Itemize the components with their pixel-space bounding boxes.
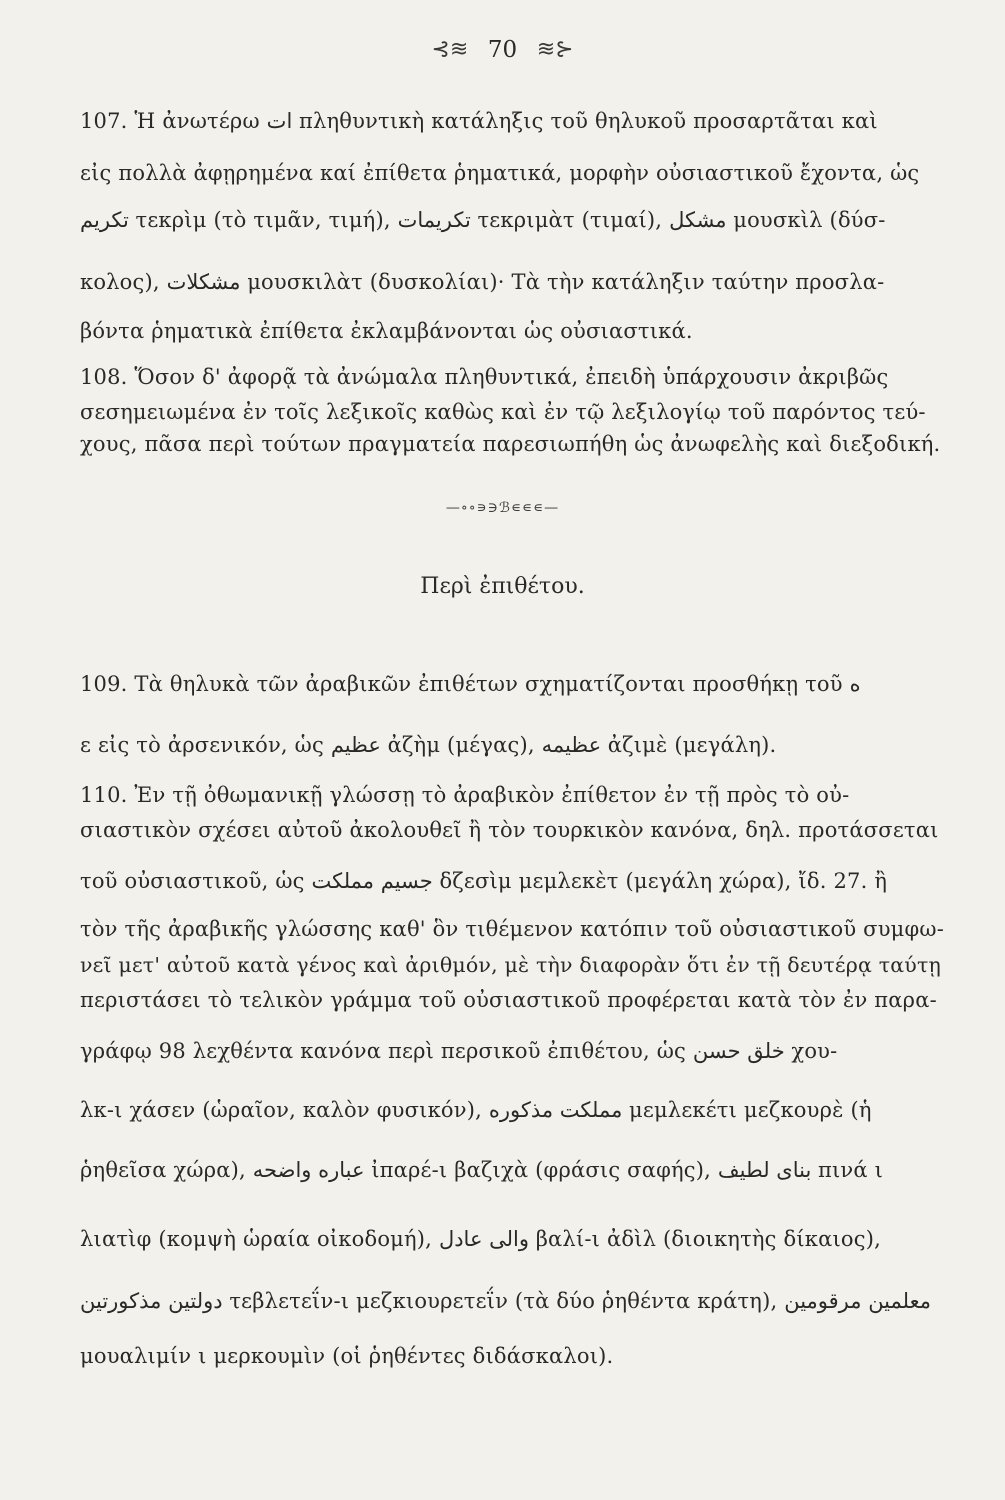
ornament-left-icon: ⊰≋	[431, 36, 469, 62]
text-line: τοῦ οὐσιαστικοῦ, ὡς جسيم مملكت δζεσὶμ μεμλεκὲτ (μεγάλη χώρα), ἴδ. 27. ἢ	[80, 869, 888, 893]
text-line: λκ-ι χάσεν (ὡραῖον, καλὸν φυσικόν), مملكت مذكوره μεμλεκέτι μεζκουρὲ (ἡ	[80, 1098, 872, 1122]
text-line: 107. Ἡ ἀνωτέρω ات πληθυντικὴ κατάληξις τοῦ θηλυκοῦ προσαρτᾶται καὶ	[80, 109, 878, 133]
page-number: 70	[487, 37, 518, 63]
text-line: 109. Τὰ θηλυκὰ τῶν ἀραβικῶν ἐπιθέτων σχηματίζονται προσθήκῃ τοῦ ه	[80, 672, 861, 696]
text-line: دولتين مذكورتين τεβλετεΐν-ι μεζκιουρετεΐν (τὰ δύο ῥηθέντα κράτη), معلمين مرقومين	[80, 1289, 931, 1313]
text-line: νεῖ μετ' αὐτοῦ κατὰ γένος καὶ ἀριθμόν, μὲ τὴν διαφορὰν ὅτι ἐν τῇ δευτέρᾳ ταύτῃ	[80, 953, 941, 977]
text-line: ῥηθεῖσα χώρα), عباره واضحه ἰπαρέ-ι βαζιχὰ (φράσις σαφής), بناى لطيف πινά ι	[80, 1158, 884, 1182]
section-title: Περὶ ἐπιθέτου.	[420, 574, 585, 599]
text-line: 108. Ὅσον δ' ἀφορᾷ τὰ ἀνώμαλα πληθυντικά, ἐπειδὴ ὑπάρχουσιν ἀκριβῶς	[80, 365, 889, 389]
ornament-right-icon: ≋⊱	[536, 36, 574, 62]
text-line: ε εἰς τὸ ἀρσενικόν, ὡς عظيم ἀζὴμ (μέγας), عظيمه ἀζιμὲ (μεγάλη).	[80, 733, 777, 757]
text-line: σιαστικὸν σχέσει αὐτοῦ ἀκολουθεῖ ἢ τὸν τουρκικὸν κανόνα, δηλ. προτάσσεται	[80, 818, 939, 842]
text-line: λιατὶφ (κομψὴ ὡραία οἰκοδομή), والى عادل βαλί-ι ἀδὶλ (διοικητὴς δίκαιος),	[80, 1227, 881, 1251]
text-line: εἰς πολλὰ ἀφῃρημένα καί ἐπίθετα ῥηματικά, μορφὴν οὐσιαστικοῦ ἔχοντα, ὡς	[80, 161, 920, 185]
text-line: περιστάσει τὸ τελικὸν γράμμα τοῦ οὐσιαστικοῦ προφέρεται κατὰ τὸν ἐν παρα-	[80, 988, 937, 1012]
text-line: χους, πᾶσα περὶ τούτων πραγματεία παρεσιωπήθη ὡς ἀνωφελὴς καὶ διεξοδική.	[80, 432, 941, 456]
text-line: βόντα ῥηματικὰ ἐπίθετα ἐκλαμβάνονται ὡς οὐσιαστικά.	[80, 319, 693, 343]
section-divider: —∘∘∍∋ℬ∊∊∊—	[445, 500, 560, 516]
text-line: γράφῳ 98 λεχθέντα κανόνα περὶ περσικοῦ ἐπιθέτου, ὡς خلق حسن χου-	[80, 1039, 838, 1063]
text-line: κολος), مشكلات μουσκιλὰτ (δυσκολίαι)· Τὰ τὴν κατάληξιν ταύτην προσλα-	[80, 270, 885, 294]
text-line: 110. Ἐν τῇ ὀθωμανικῇ γλώσσῃ τὸ ἀραβικὸν ἐπίθετον ἐν τῇ πρὸς τὸ οὐ-	[80, 783, 850, 807]
page-header	[0, 30, 1005, 65]
text-line: μουαλιμίν ι μερκουμὶν (οἱ ῥηθέντες διδάσκαλοι).	[80, 1344, 614, 1368]
text-line: σεσημειωμένα ἐν τοῖς λεξικοῖς καθὼς καὶ ἐν τῷ λεξιλογίῳ τοῦ παρόντος τεύ-	[80, 400, 926, 424]
text-line: τὸν τῆς ἀραβικῆς γλώσσης καθ' ὃν τιθέμενον κατόπιν τοῦ οὐσιαστικοῦ συμφω-	[80, 917, 945, 941]
text-line: تكريم τεκρὶμ (τὸ τιμᾶν, τιμή), تكريمات τεκριμὰτ (τιμαί), مشكل μουσκὶλ (δύσ-	[80, 208, 886, 232]
